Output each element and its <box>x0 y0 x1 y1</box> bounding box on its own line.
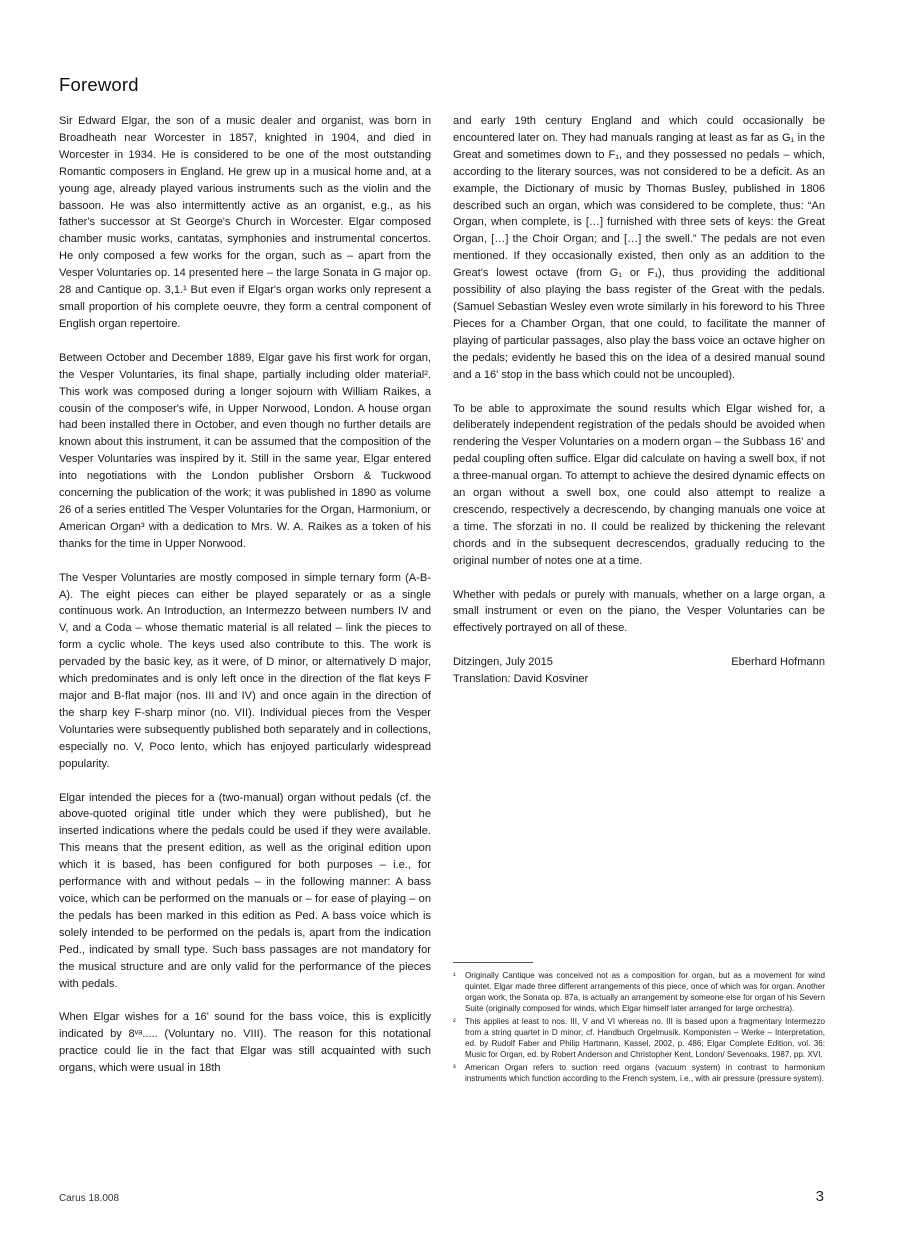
page-number: 3 <box>815 1188 824 1205</box>
footnote-number: ¹ <box>453 971 456 980</box>
paragraph: Elgar intended the pieces for a (two-manual) organ without pedals (cf. the above-quoted original title under which they were published), but he inserted indications where the pedals could be used if they were available. This means that the present edition, as well as the original edition upon which it is based, has been configured for both purposes – i.e., for performance with and without pedals – in the following manner: A bass voice, which can be performed on the manuals or – for ease of playing – on the pedals has been marked in this edition as Ped. A bass voice which is solely intended to be performed on the pedals is, apart from the indication Ped., indicated by small type. Such bass passages are not mandatory for the musical structure and are only valid for the performance of the pieces with pedals. <box>59 791 431 990</box>
paragraph: Between October and December 1889, Elgar gave his first work for organ, the Vesper Voluntaries, its final shape, partially including older material². This work was composed during a longer sojourn with William Raikes, a cousin of the composer's wife, in Upper Norwood, London. A house organ had been installed there in October, and even though no further details are known about this instrument, it can be assumed that the composition of the Vesper Voluntaries was inspired by it. Still in the same year, Elgar entered into negotiations with the London publisher Orsborn & Tuckwood concerning the publication of the work; it was published in 1890 as volume 26 of a series entitled The Vesper Voluntaries for the Organ, Harmonium, or American Organ³ with a dedication to Mrs. W. A. Raikes as a token of his thanks for the time in Upper Norwood. <box>59 351 431 550</box>
footnote <box>453 970 825 1014</box>
paragraph: The Vesper Voluntaries are mostly composed in simple ternary form (A-B-A). The eight pieces can either be played separately or as a single continuous work. An Introduction, an Intermezzo between numbers IV and V, and a Coda – whose thematic material is all related – link the pieces to form a cyclic whole. The keys used also contribute to this. The work is pervaded by the basic key, as it were, of D minor, or alternatively D major, which predominates and is only left once in the direction of the flat keys F major and B-flat major (nos. III and IV) and once again in the direction of the sharp key F-sharp minor (no. VII). Individual pieces from the Vesper Voluntaries were subsequently published both separately and in collections, especially no. V, Poco lento, which has enjoyed particularly widespread popularity. <box>59 571 431 770</box>
signature-translation: Translation: David Kosviner <box>453 673 589 686</box>
paragraph: When Elgar wishes for a 16' sound for the bass voice, this is explicitly indicated by 8ᵛᵃ..... (Voluntary no. VIII). The reason for this notational practice could lie in the fact that Elgar was still acquainted with such organs, which were usual in 18th <box>59 1011 431 1075</box>
footnotes <box>453 970 825 1086</box>
signature-block <box>453 654 825 688</box>
paragraph: and early 19th century England and which could occasionally be encountered later on. They had manuals ranging at least as far as G₁ in the Great and sometimes down to F₁, and they possessed no pedals – which, according to the literary sources, was not considered to be a deficit. As an example, the Dictionary of music by Thomas Busley, published in 1806 described such an organ, which was considered to be complete, thus: “An Organ, when complete, is […] furnished with three sets of keys: the Great Organ, […] the Choir Organ; and […] the swell.” The pedals are not even mentioned. If they occasionally existed, then only as an addition to the Great's lowest octave (from G₁ or F₁), thus providing the additional possibility of also playing the bass register of the Great with the pedals. (Samuel Sebastian Wesley even wrote similarly in his foreword to his Three Pieces for a Chamber Organ, that one could, to facilitate the manner of playing of particular passages, also play the bass voice an octave higher on the pedals; evidently he based this on the idea of a desired manual sound and a 16' stop in the bass which could not be uncoupled). <box>453 115 825 381</box>
footnote-text: Originally Cantique was conceived not as a composition for organ, but as a movement for wind quintet. Elgar made three different arrangements of this piece, once of which was for organ. Another organ work, the Sonata op. 87a, is actually an arrangement by someone else for organ of his Severn Suite (originally composed for winds, which Elgar himself later arranged for large orchestra). <box>465 971 825 1013</box>
footnote <box>453 1062 825 1084</box>
catalog-number: Carus 18.008 <box>59 1193 120 1204</box>
paragraph: Sir Edward Elgar, the son of a music dealer and organist, was born in Broadheath near Worcester in 1857, knighted in 1904, and died in Worcester in 1934. He is considered to be one of the most outstanding Romantic composers in England. He grew up in a musical home and, at a young age, already played various instruments such as the violin and the bassoon. He was also intermittently active as an organist, e.g., as his father's successor at St George's Church in Worcester. Elgar composed chamber music works, cantatas, symphonies and instrumental concertos. He only composed a few works for the organ, such as – apart from the Vesper Voluntaries op. 14 presented here – the large Sonata in G major op. 28 and Cantique op. 3,1.¹ But even if Elgar's organ works only represent a small proportion of his complete oeuvre, they form a central component of English organ repertoire. <box>59 115 431 330</box>
left-column <box>59 113 431 1094</box>
footnote-number: ³ <box>453 1063 456 1072</box>
page-title: Foreword <box>59 74 139 95</box>
paragraph: To be able to approximate the sound results which Elgar wished for, a deliberately independent registration of the pedals should be avoided when rendering the Vesper Voluntaries on a modern organ – the Subbass 16' and pedal coupling often suffice. Elgar did calculate on having a swell box, if not a three-manual organ. To attempt to achieve the desired dynamic effects on an organ without a swell box, one could also attempt to realize a crescendo, respectively a decrescendo, by changing manuals one voice at a time. The sforzati in no. II could be realized by thickening the relevant chords and in the subsequent decrescendos, gradually reducing to the original number of notes one at a time. <box>453 402 825 567</box>
footnote-text: American Organ refers to suction reed organs (vacuum system) in contrast to harmonium instruments which function according to the French system, i.e., with air pressure (pressure system). <box>465 1063 825 1083</box>
signature-author: Eberhard Hofmann <box>731 656 825 669</box>
signature-place-date: Ditzingen, July 2015 <box>453 656 553 669</box>
right-column <box>453 113 825 688</box>
footnote-divider <box>453 962 533 963</box>
footnote-number: ² <box>453 1017 456 1026</box>
footnote-text: This applies at least to nos. III, V and VI whereas no. III is based upon a fragmentary Intermezzo from a string quartet in D minor; cf. Handbuch Orgelmusik. Komponisten – Werke – Interpretation, ed. by Rudolf Faber and Philip Hartmann, Kassel, 2002, p. 486; Elgar Complete Edition, vol. 36: Music for Organ, ed. by Robert Anderson and Christopher Kent, London/ Sevenoaks, 1987, pp. XVI. <box>465 1017 825 1059</box>
footnote <box>453 1016 825 1060</box>
paragraph: Whether with pedals or purely with manuals, whether on a large organ, a small instrument or even on the piano, the Vesper Voluntaries can be effectively portrayed on all of these. <box>453 588 825 635</box>
